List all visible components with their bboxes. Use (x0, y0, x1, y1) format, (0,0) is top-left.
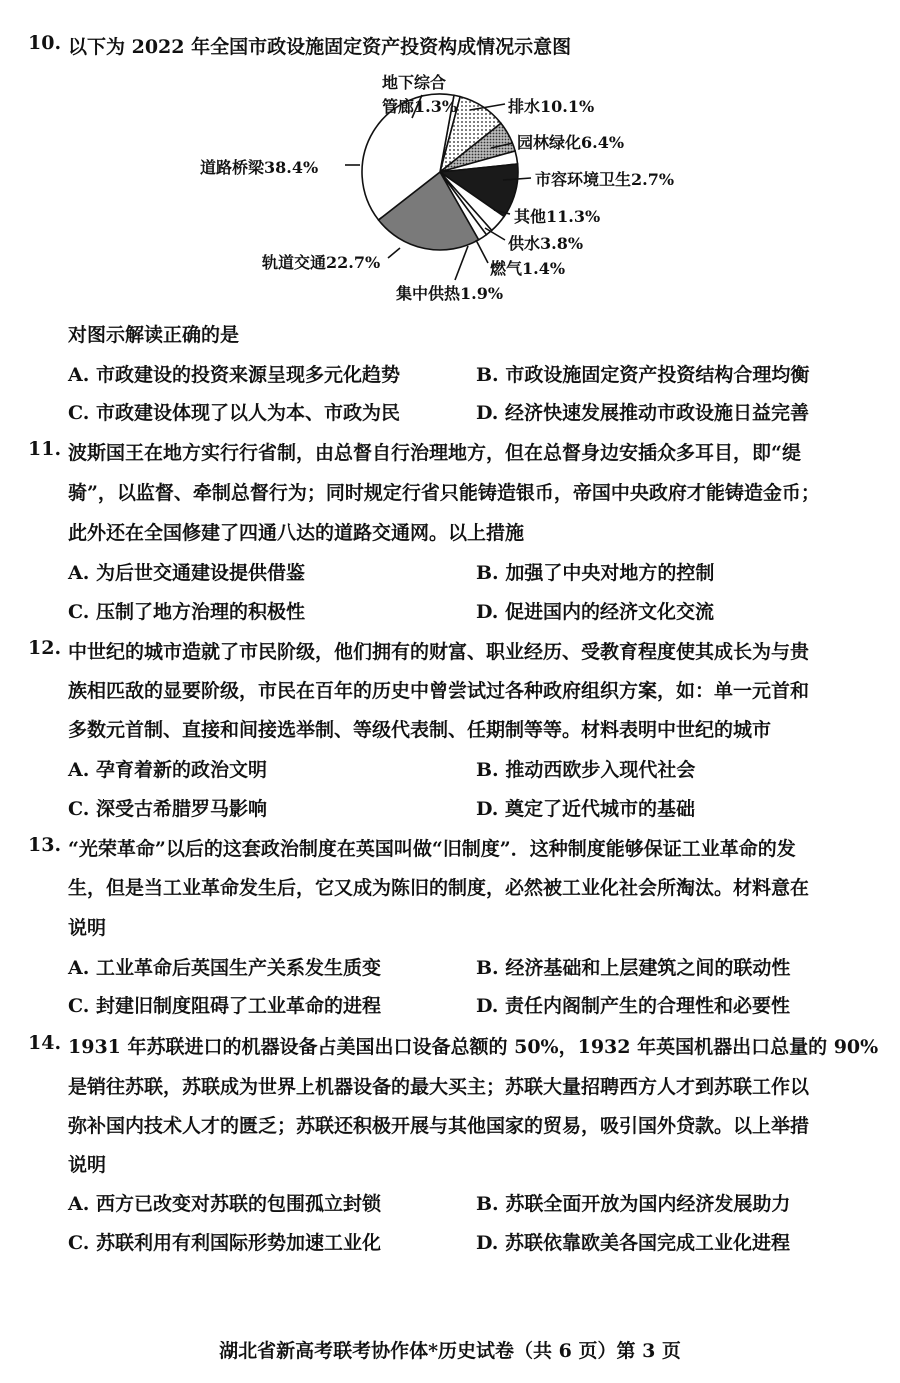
option-letter: C. (68, 798, 90, 820)
question-12-line-3: 多数元首制、直接和间接选举制、等级代表制、任期制等等。材料表明中世纪的城市 (68, 719, 772, 741)
q10-option-d[interactable] (476, 398, 809, 425)
q11-option-d[interactable] (476, 597, 714, 624)
question-14-number: 14. (28, 1032, 62, 1054)
pie-label-shirong: 市容环境卫生2.7% (535, 170, 675, 189)
question-12-line-2: 族相匹敌的显要阶级，市民在百年的历史中曾尝试过各种政府组织方案，如：单一元首和 (68, 680, 810, 702)
option-letter: B. (476, 1193, 499, 1215)
option-text: 苏联利用有利国际形势加速工业化 (96, 1232, 382, 1254)
option-letter: C. (68, 995, 90, 1017)
question-14-line-1: 1931 年苏联进口的机器设备占美国出口设备总额的 50%，1932 年英国机器出口总量的 90% (68, 1036, 879, 1058)
pie-label-guanlang-2: 管廊1.3% (382, 97, 458, 116)
question-14-line-2: 是销往苏联，苏联成为世界上机器设备的最大买主；苏联大量招聘西方人才到苏联工作以 (68, 1076, 810, 1098)
option-text: 经济快速发展推动市政设施日益完善 (505, 402, 810, 424)
option-text: 加强了中央对地方的控制 (505, 562, 715, 584)
option-text: 压制了地方治理的积极性 (96, 601, 306, 623)
pie-label-gongre: 集中供热1.9% (396, 284, 504, 303)
q12-option-c[interactable] (68, 794, 267, 821)
question-11-line-1: 波斯国王在地方实行行省制，由总督自行治理地方，但在总督身边安插众多耳目，即“缇 (68, 442, 801, 464)
option-text: 封建旧制度阻碍了工业革命的进程 (96, 995, 382, 1017)
q12-option-a[interactable] (68, 755, 267, 782)
pie-label-yuanlin: 园林绿化6.4% (517, 133, 625, 152)
pie-label-qita: 其他11.3% (514, 207, 601, 226)
option-text: 工业革命后英国生产关系发生质变 (95, 957, 381, 979)
q12-option-d[interactable] (476, 794, 695, 821)
page-footer: 湖北省新高考联考协作体*历史试卷（共 6 页）第 3 页 (219, 1340, 681, 1362)
q13-option-a[interactable] (68, 953, 381, 980)
option-text: 孕育着新的政治文明 (95, 759, 267, 781)
option-letter: A. (68, 957, 90, 979)
q12-option-b[interactable] (476, 755, 695, 782)
question-10-number: 10. (28, 32, 62, 54)
option-letter: A. (68, 364, 90, 386)
option-letter: B. (476, 759, 499, 781)
option-text: 苏联依靠欧美各国完成工业化进程 (505, 1232, 791, 1254)
leader-gongre (455, 246, 468, 280)
question-13-line-1: “光荣革命”以后的这套政治制度在英国叫做“旧制度”．这种制度能够保证工业革命的发 (68, 838, 796, 860)
option-text: 为后世交通建设提供借鉴 (95, 562, 305, 584)
option-letter: C. (68, 601, 90, 623)
option-letter: C. (68, 1232, 90, 1254)
question-11-line-3: 此外还在全国修建了四通八达的道路交通网。以上措施 (68, 522, 525, 544)
question-14-line-3: 弥补国内技术人才的匮乏；苏联还积极开展与其他国家的贸易，吸引国外贷款。以上举措 (68, 1115, 810, 1137)
q10-option-a[interactable] (68, 360, 400, 387)
q14-option-c[interactable] (68, 1228, 381, 1255)
q11-option-c[interactable] (68, 597, 305, 624)
pie-label-ranqi: 燃气1.4% (490, 259, 566, 278)
option-text: 促进国内的经济文化交流 (505, 601, 715, 623)
option-text: 经济基础和上层建筑之间的联动性 (505, 957, 791, 979)
q10-option-c[interactable] (68, 398, 400, 425)
option-text: 深受古希腊罗马影响 (96, 798, 268, 820)
option-letter: D. (476, 995, 499, 1017)
question-13-line-3: 说明 (68, 917, 107, 939)
option-text: 市政设施固定资产投资结构合理均衡 (505, 364, 810, 386)
question-12-number: 12. (28, 637, 62, 659)
pie-label-guanlang-1: 地下综合 (382, 73, 447, 92)
question-10-prompt: 对图示解读正确的是 (68, 324, 240, 346)
question-11-number: 11. (28, 438, 62, 460)
q13-option-c[interactable] (68, 991, 381, 1018)
question-13-number: 13. (28, 834, 62, 856)
q11-option-a[interactable] (68, 558, 305, 585)
q14-option-a[interactable] (68, 1189, 381, 1216)
option-text: 推动西欧步入现代社会 (505, 759, 696, 781)
pie-label-paishui: 排水10.1% (508, 97, 595, 116)
option-letter: B. (476, 957, 499, 979)
option-text: 西方已改变对苏联的包围孤立封锁 (95, 1193, 381, 1215)
q10-option-b[interactable] (476, 360, 809, 387)
option-letter: D. (476, 402, 499, 424)
option-text: 市政建设的投资来源呈现多元化趋势 (95, 364, 400, 386)
option-text: 奠定了近代城市的基础 (505, 798, 696, 820)
option-letter: A. (68, 1193, 90, 1215)
question-14-line-4: 说明 (68, 1154, 107, 1176)
question-10-stem: 以下为 2022 年全国市政设施固定资产投资构成情况示意图 (68, 36, 572, 58)
option-letter: C. (68, 402, 90, 424)
option-text: 责任内阁制产生的合理性和必要性 (505, 995, 791, 1017)
option-text: 市政建设体现了以人为本、市政为民 (96, 402, 401, 424)
pie-label-guidao: 轨道交通22.7% (262, 253, 381, 272)
q13-option-d[interactable] (476, 991, 790, 1018)
option-letter: A. (68, 562, 90, 584)
option-letter: D. (476, 1232, 499, 1254)
option-letter: D. (476, 798, 499, 820)
leader-ranqi (476, 240, 488, 263)
question-11-line-2: 骑”，以监督、牵制总督行为；同时规定行省只能铸造银币，帝国中央政府才能铸造金币； (68, 482, 820, 504)
option-letter: B. (476, 562, 499, 584)
q14-option-b[interactable] (476, 1189, 790, 1216)
q13-option-b[interactable] (476, 953, 790, 980)
question-12-line-1: 中世纪的城市造就了市民阶级，他们拥有的财富、职业经历、受教育程度使其成长为与贵 (68, 641, 810, 663)
option-letter: A. (68, 759, 90, 781)
pie-chart (0, 0, 900, 320)
pie-label-gongshui: 供水3.8% (508, 234, 584, 253)
question-13-line-2: 生，但是当工业革命发生后，它又成为陈旧的制度，必然被工业化社会所淘汰。材料意在 (68, 877, 810, 899)
option-letter: B. (476, 364, 499, 386)
leader-guidao (388, 248, 400, 258)
option-letter: D. (476, 601, 499, 623)
q14-option-d[interactable] (476, 1228, 790, 1255)
pie-label-daolu: 道路桥梁38.4% (200, 158, 319, 177)
q11-option-b[interactable] (476, 558, 714, 585)
option-text: 苏联全面开放为国内经济发展助力 (505, 1193, 791, 1215)
